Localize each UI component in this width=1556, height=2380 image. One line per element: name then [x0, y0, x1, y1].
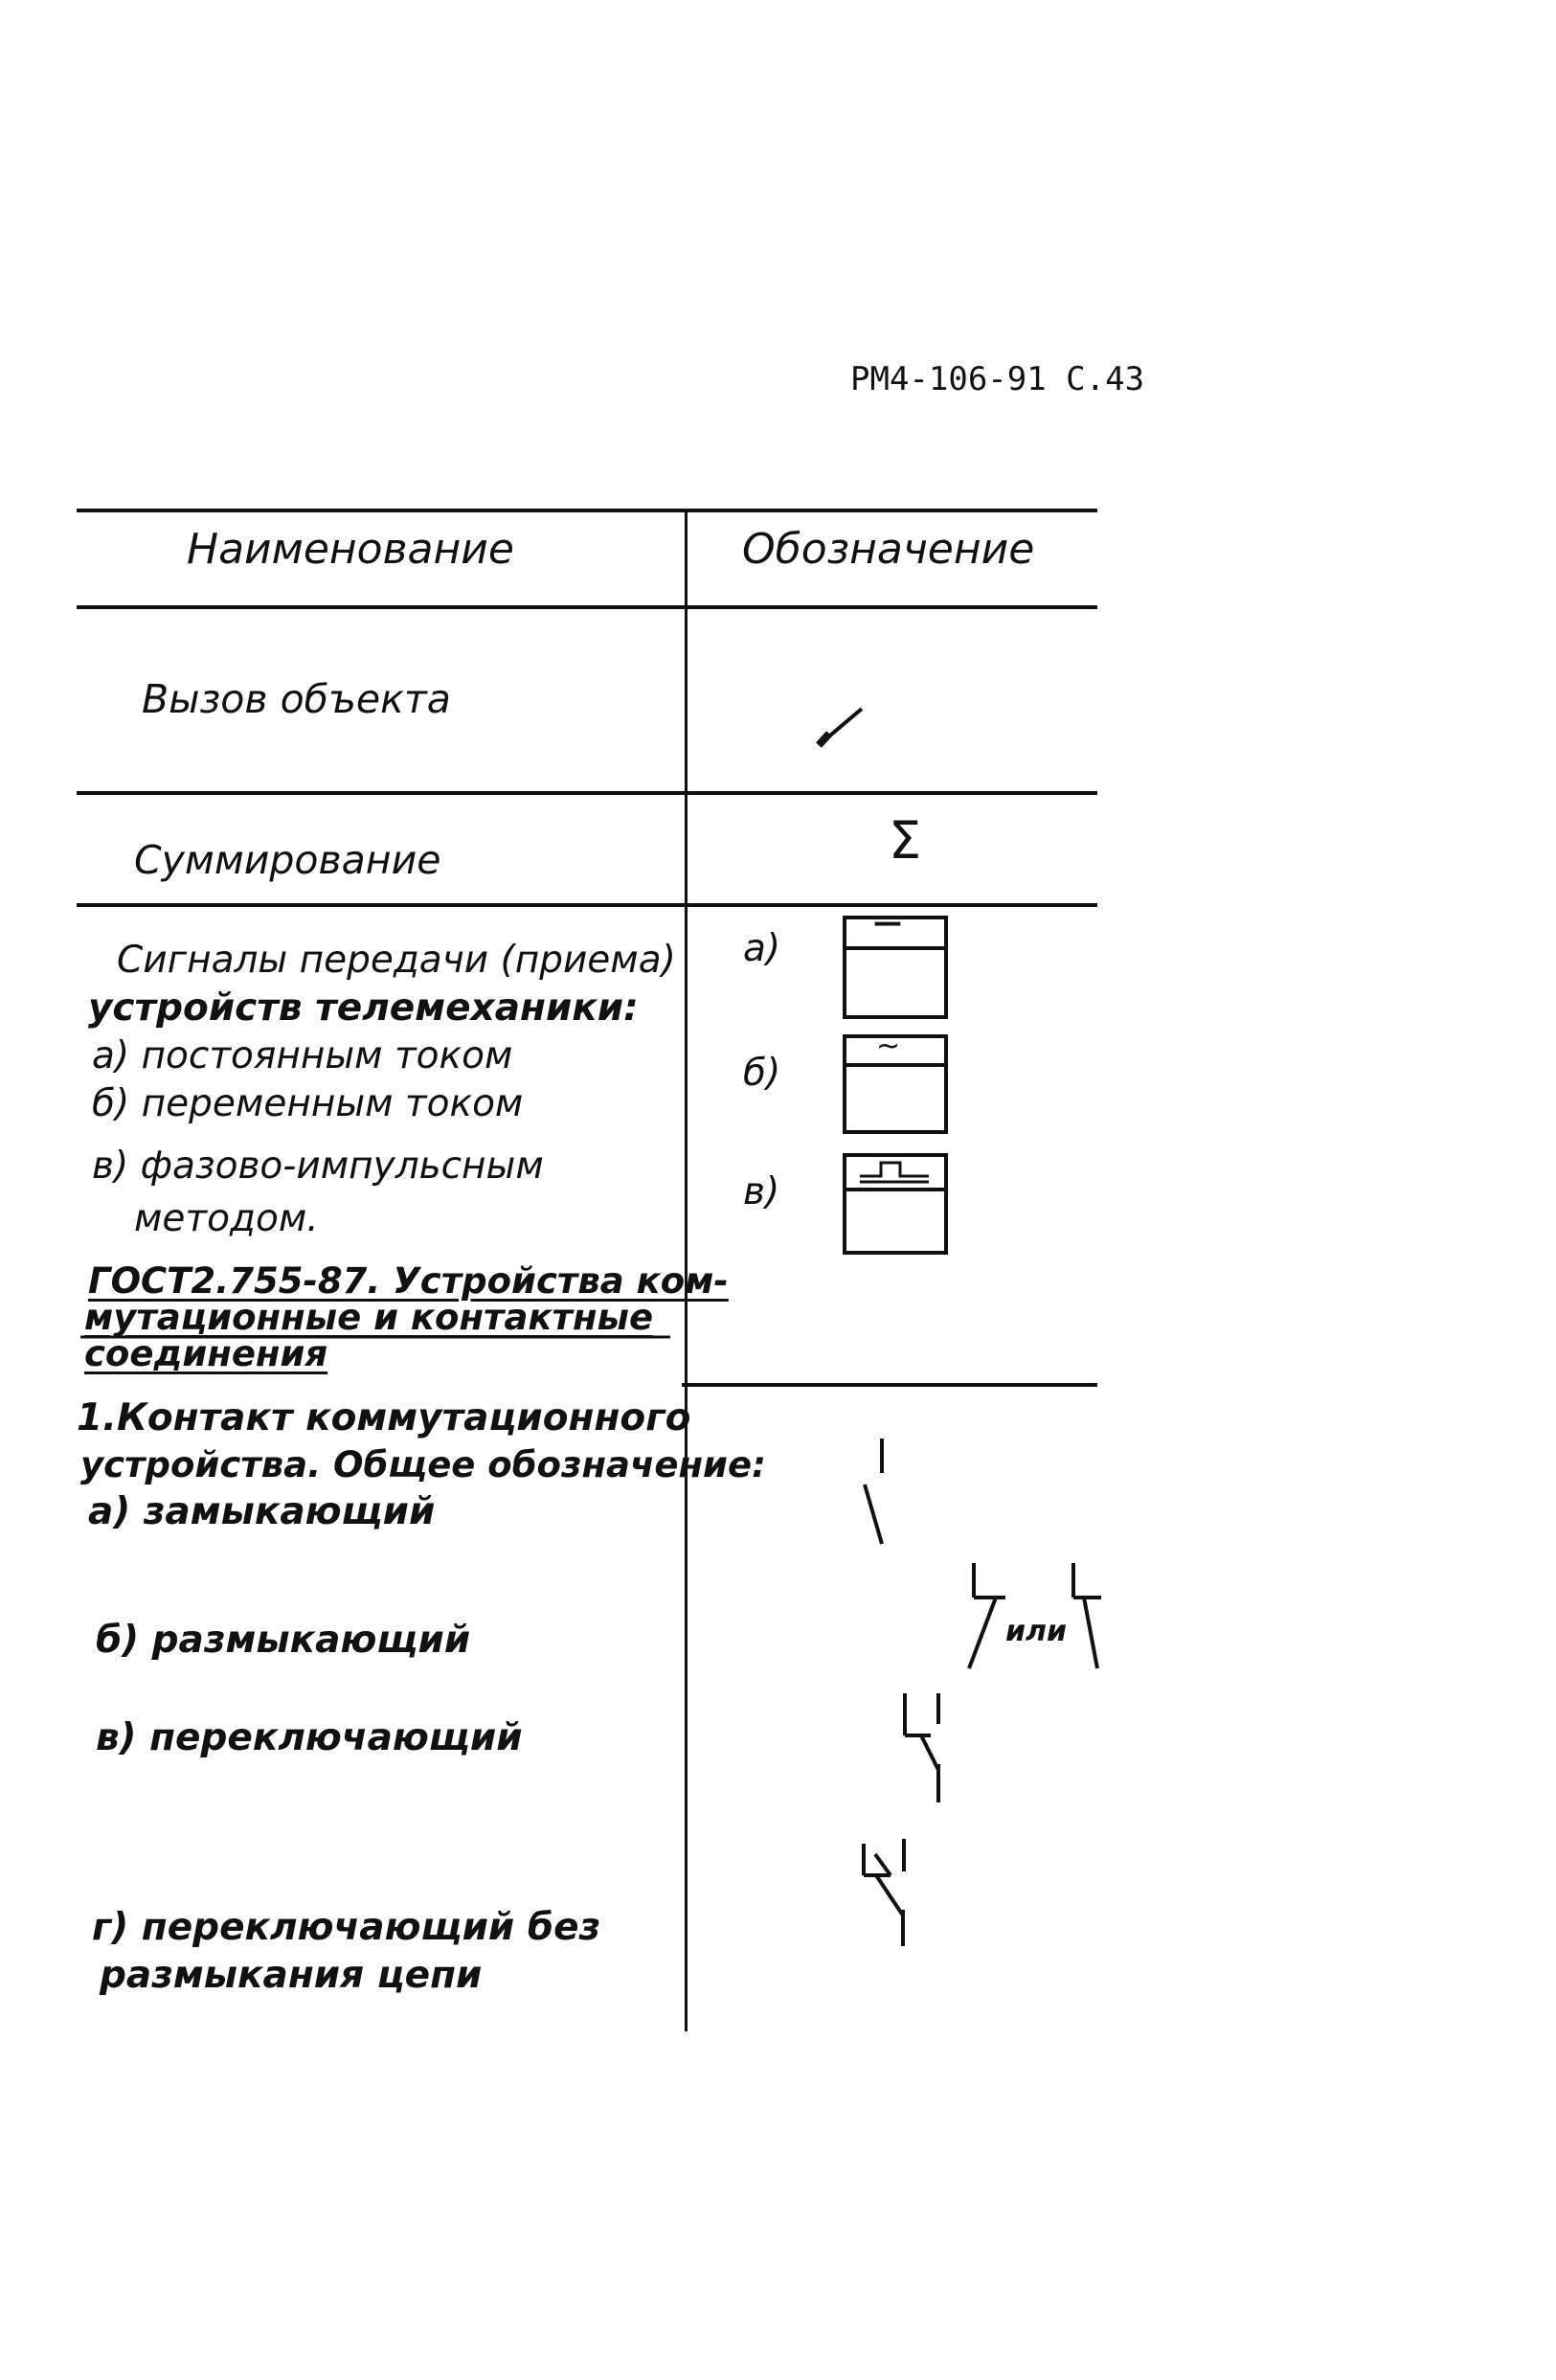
- contacts-or-label: или: [1005, 1615, 1068, 1648]
- signals-item-b: б) переменным током: [92, 1082, 524, 1125]
- row-summation-name: Суммирование: [134, 837, 441, 883]
- signal-a-dc-mark: —: [873, 906, 902, 940]
- gost-line2: мутационные и контактные: [84, 1297, 654, 1338]
- signals-item-a: а) постоянным током: [92, 1034, 513, 1077]
- signals-label-b: б): [743, 1052, 781, 1095]
- contacts-title-line2: устройства. Общее обозначение:: [80, 1444, 766, 1485]
- doc-reference: РМ4-106-91 С.43: [850, 360, 1145, 398]
- contacts-item-b: б) размыкающий: [96, 1619, 471, 1662]
- signal-v-box: [845, 1155, 946, 1253]
- signals-label-v: в): [743, 1170, 780, 1213]
- signals-title-line2: устройств телемеханики:: [88, 986, 639, 1030]
- contacts-item-g-line2: размыкания цепи: [100, 1954, 483, 1997]
- contacts-item-a: а) замыкающий: [88, 1490, 436, 1533]
- contact-make-symbol: [865, 1439, 882, 1544]
- contact-break-symbol-1: [969, 1563, 1005, 1668]
- row-object-call-name: Вызов объекта: [142, 676, 451, 722]
- object-call-symbol: [819, 709, 862, 745]
- contacts-item-v: в) переключающий: [96, 1716, 523, 1759]
- signal-a-box: [845, 918, 946, 1017]
- contacts-item-g-line1: г) переключающий без: [92, 1906, 601, 1949]
- contact-break-symbol-2: [1073, 1563, 1101, 1668]
- contact-changeover-symbol: [905, 1693, 938, 1802]
- gost-line1: ГОСТ2.755-87. Устройства ком-: [88, 1260, 729, 1302]
- signals-title-line1: Сигналы передачи (приема): [117, 939, 676, 982]
- contact-changeover-no-break-symbol: [864, 1839, 904, 1946]
- column-header-symbol: Обозначение: [742, 525, 1035, 574]
- column-header-name: Наименование: [187, 525, 514, 574]
- gost-line3: соединения: [84, 1333, 328, 1374]
- signals-item-v-line1: в) фазово-импульсным: [92, 1145, 544, 1188]
- signals-item-v-line2: методом.: [134, 1197, 319, 1240]
- contacts-title-line1: 1.Контакт коммутационного: [77, 1396, 691, 1439]
- summation-symbol: Σ: [889, 810, 922, 871]
- signal-b-box: [845, 1036, 946, 1132]
- signals-label-a: а): [743, 927, 781, 970]
- signal-b-ac-mark: ~: [876, 1030, 901, 1063]
